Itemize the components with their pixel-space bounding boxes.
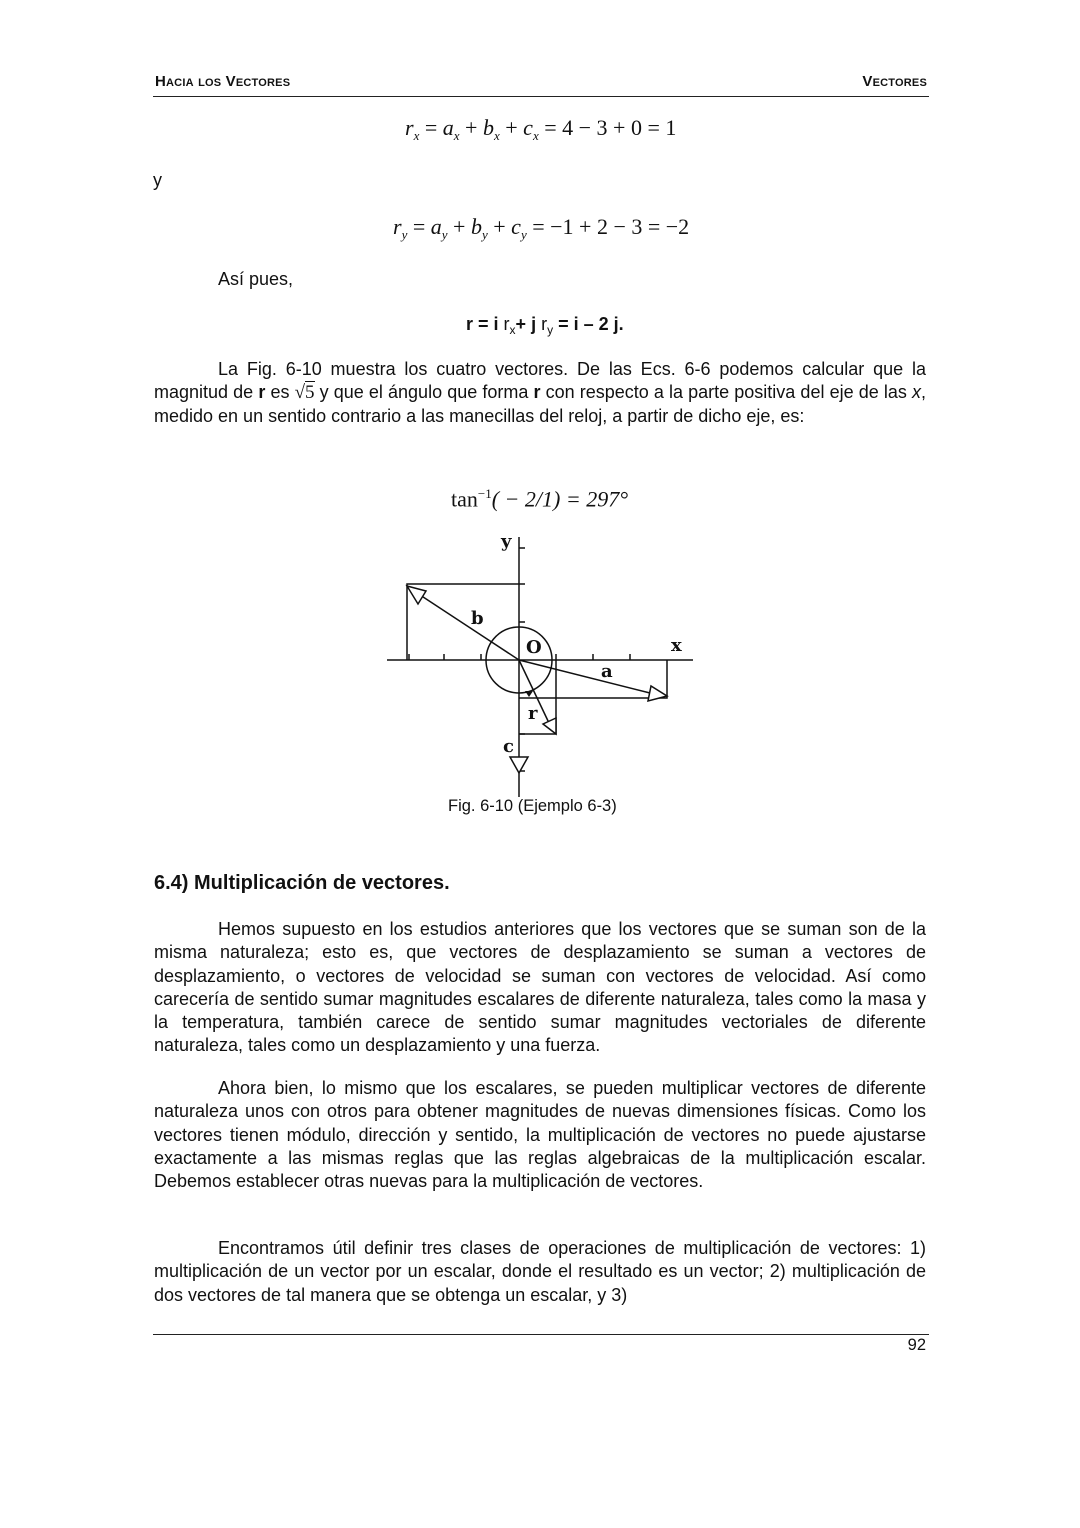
eq-rx-lhs-sub: x	[413, 128, 420, 143]
p1-part3: y que el ángulo que forma	[314, 382, 534, 403]
figure-vectors-diagram	[380, 525, 700, 805]
page-number: 92	[907, 1336, 926, 1354]
eq-r-minus: – 2	[578, 314, 614, 334]
eq-ry-sub-a: y	[441, 227, 448, 242]
eq-ry-sub-c: y	[520, 227, 527, 242]
label-vector-b: b	[471, 608, 484, 629]
eq-rx-sub-a: x	[453, 128, 460, 143]
eq-r-i: i	[493, 314, 499, 334]
equation-tan	[451, 486, 628, 512]
header-right-text: Vectores	[862, 73, 927, 90]
p2-text: Hemos supuesto en los estudios anteriores que los vectores que se suman son de la misma naturaleza; esto es, que vectores de desplazamiento se suman a vectores de desplazamiento, o vectores de velocidad se suman con vectores de velocidad. Así como carecería de sentido sumar magnitudes escalares de diferente naturaleza, tales como la masa y la temperatura, también carece de sentido sumar magnitudes vectoriales de diferente naturaleza, tales como un desplazamiento y una fuerza.	[154, 919, 926, 1056]
eq-r: r	[466, 314, 474, 334]
figure-caption: Fig. 6-10 (Ejemplo 6-3)	[448, 797, 617, 815]
vector-b-arrowhead	[407, 586, 426, 604]
eq-r-equals-2: =	[553, 314, 574, 334]
angle-marker	[525, 691, 533, 697]
paragraph-magnitude	[154, 358, 926, 428]
eq-tan-fn: tan	[451, 486, 478, 512]
footer-rule	[153, 1334, 929, 1335]
label-y-axis: y	[501, 531, 512, 552]
sqrt-radicand: 5	[305, 382, 315, 404]
label-x-axis: x	[671, 635, 682, 656]
eq-r-i-2: i	[573, 314, 579, 334]
eq-ry-term-b: b	[470, 214, 482, 239]
eq-r-ry: r	[536, 314, 548, 334]
p1-r-bold-2: r	[533, 382, 541, 403]
eq-r-ry-sub: y	[547, 323, 554, 337]
label-vector-a: a	[601, 661, 613, 682]
equation-ry: $r_y = a_y + b_y + c_y = -1 + 2 - 3 = -2$	[393, 214, 690, 242]
p1-r-bold: r	[258, 382, 266, 403]
eq-rx-term-c: c	[523, 115, 533, 140]
equation-rx: $r_x = a_x + b_x + c_x = 4 - 3 + 0 = 1$	[405, 115, 677, 143]
eq-ry-lhs: r	[393, 214, 402, 239]
p4-text: Encontramos útil definir tres clases de operaciones de multiplicación de vectores: 1) multiplicación de un vector por un escalar, donde el resultado es un vector; 2) multiplicación de dos vectores de tal manera que se obtenga un escalar, y 3)	[154, 1238, 926, 1305]
eq-ry-rhs: = −1 + 2 − 3 = −2	[532, 214, 690, 239]
sqrt-expression: √5	[294, 382, 315, 404]
paragraph-ahora-bien	[154, 1077, 926, 1193]
eq-ry-lhs-sub: y	[401, 227, 408, 242]
p3-text: Ahora bien, lo mismo que los escalares, se pueden multiplicar vectores de diferente naturaleza unos con otros para obtener magnitudes de nuevas dimensiones físicas. Como los vectores tienen módulo, dirección y sentido, la multiplicación de vectores no puede ajustarse exactamente a las mismas reglas que las reglas algebraicas de la multiplicación escalar. Debemos establecer otras nuevas para la multiplicación de vectores.	[154, 1078, 926, 1192]
eq-ry-term-c: c	[511, 214, 521, 239]
section-heading: 6.4) Multiplicación de vectores.	[154, 872, 450, 894]
p1-part4: con respecto a la parte positiva del eje de las	[540, 382, 912, 403]
eq-r-equals: =	[473, 314, 494, 334]
header-rule	[153, 96, 929, 97]
running-header-left	[155, 73, 290, 90]
eq-ry-term-a: a	[430, 214, 442, 239]
vector-r-arrowhead	[543, 718, 556, 734]
eq-r-rx: r	[498, 314, 510, 334]
vector-a	[519, 660, 650, 693]
paragraph-encontramos	[154, 1237, 926, 1307]
p1-part5: , medido en un sentido contrario a las manecillas del reloj, a partir de dicho eje, es:	[154, 382, 926, 426]
eq-rx-sub-c: x	[532, 128, 539, 143]
equation-r-vector	[466, 314, 624, 337]
label-origin: O	[526, 637, 542, 658]
eq-r-j: j	[531, 314, 537, 334]
label-vector-r: r	[528, 703, 538, 724]
label-vector-c: c	[503, 736, 514, 757]
p1-part2: es	[265, 382, 295, 403]
connector-y: y	[153, 170, 162, 190]
p1-part1: La Fig. 6-10 muestra los cuatro vectores. De las Ecs. 6-6 podemos calcular que la magnitud de	[154, 359, 926, 403]
running-header-right	[862, 73, 927, 90]
eq-tan-arg: ( − 2/1) = 297°	[491, 486, 628, 512]
paragraph-naturaleza	[154, 918, 926, 1058]
asi-pues-text: Así pues,	[218, 269, 294, 289]
vector-c-arrowhead	[510, 757, 528, 773]
header-left-text: Hacia los Vectores	[155, 73, 291, 90]
eq-rx-term-b: b	[482, 115, 494, 140]
eq-r-j-2: j.	[613, 314, 624, 334]
eq-rx-lhs: r	[405, 115, 414, 140]
p1-x-italic: x	[911, 382, 921, 403]
eq-ry-sub-b: y	[481, 227, 488, 242]
eq-tan-sup: −1	[477, 486, 492, 501]
eq-r-rx-sub: x	[509, 323, 516, 337]
eq-rx-sub-b: x	[493, 128, 500, 143]
vector-b	[414, 591, 519, 660]
eq-rx-term-a: a	[442, 115, 454, 140]
eq-rx-rhs: = 4 − 3 + 0 = 1	[544, 115, 677, 140]
eq-r-plus: +	[515, 314, 532, 334]
